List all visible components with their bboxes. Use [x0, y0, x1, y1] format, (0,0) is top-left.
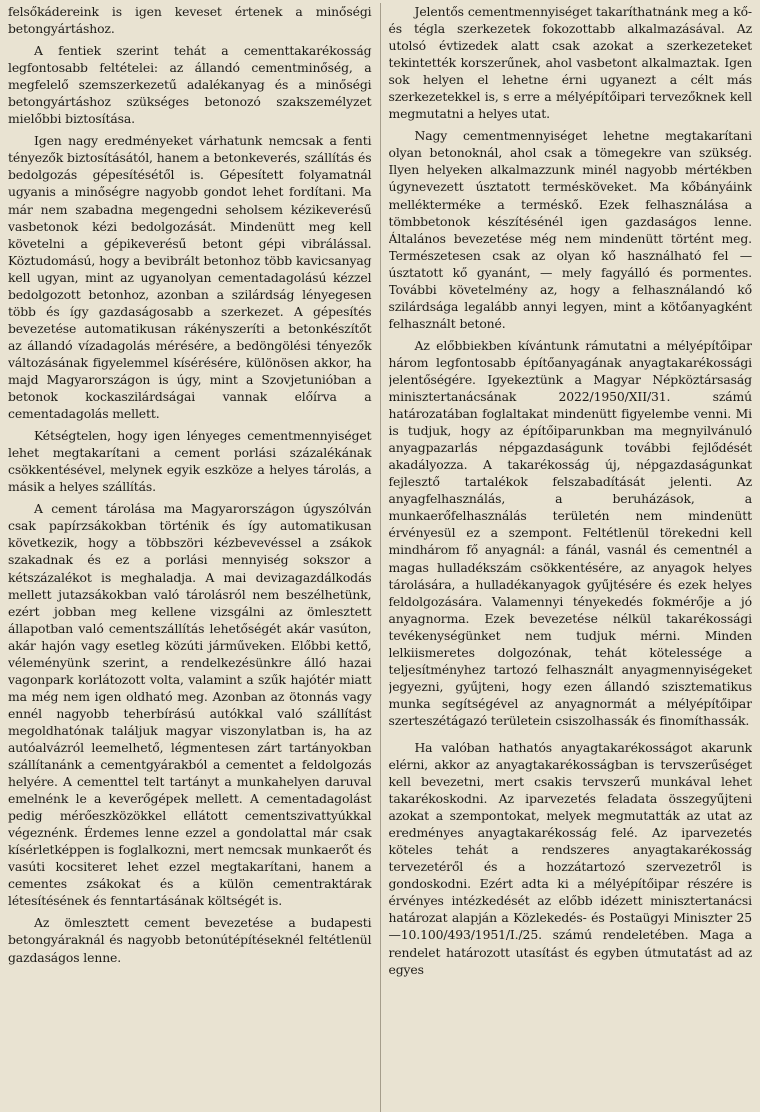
paragraph: Kétségtelen, hogy igen lényeges cementmennyiséget lehet megtakarítani a cement porlási százalékának csökkentésével, melynek egyik eszköze a helyes tárolás, a másik a helyes szállítás. [8, 428, 372, 495]
paragraph: Jelentős cementmennyiséget takaríthatnánk meg a kő- és tégla szerkezetek fokozottabb alkalmazásával. Az utolsó évtizedek alatt csak azokat a szerkezeteket tekintették korszerűnek, ahol vasbetont alkalmaztak. Igen sok helyen el lehetne érni ugyanezt a célt más szerkezetekkel is, s erre a mélyépítőipari tervezőknek kell megmutatni a helyes utat. [388, 4, 752, 122]
text-columns [8, 3, 752, 1112]
paragraph: A fentiek szerint tehát a cementtakarékosság legfontosabb feltételei: az állandó cementminőség, a megfelelő szemszerkezetű adalékanyag és a minőségi betongyártáshoz szükséges betonozó szakszemélyzet mielőbbi biztosítása. [8, 43, 372, 127]
paragraph: Igen nagy eredményeket várhatunk nemcsak a fenti tényezők biztosításától, hanem a betonkeverés, szállítás és bedolgozás gépesítésétől is. Gépesített folyamatnál ugyanis a minőségre nagyobb gondot lehet fordítani. Ma már nem szabadna megengedni seholsem kézikeverésű vasbetonok kézi bedolgozását. Mindenütt meg kell követelni a gépikeverésű betont gépi vibrálással. Köztudomású, hogy a bevibrált betonhoz több kavicsanyag kell ugyan, mint az ugyanolyan cementadagolású kézzel bedolgozott betonhoz, azonban a szilárdság lényegesen több és így gazdaságosabb a szerkezet. A gépesítés bevezetése automatikusan rákényszeríti a betonkészítőt az állandó vízadagolás mérésére, a bedöngölési tényezők változásának figyelemmel kísérésére, különösen akkor, ha majd Magyarországon is úgy, mint a Szovjetunióban a betonok kockaszilárdságai vannak előírva a cementadagolás mellett. [8, 133, 372, 422]
paragraph: felsőkádereink is igen keveset értenek a minőségi betongyártáshoz. [8, 4, 372, 37]
paragraph: Ha valóban hathatós anyagtakarékosságot akarunk elérni, akkor az anyagtakarékosságban is tervszerűséget kell bevezetni, mert csakis tervszerű munkával lehet takarékoskodni. Az iparvezetés feladata összegyűjteni azokat a szempontokat, melyek megmutatták az utat az eredményes anyagtakarékosság felé. Az iparvezetés köteles tehát a rendszeres anyagtakarékosság tervezetéről és a hozzátartozó szervezetről is gondoskodni. Ezért adta ki a mélyépítőipar részére is érvényes intézkedését az előbb idézett minisztertanácsi határozat alapján a Közlekedés- és Postaügyi Miniszter 25—10.100/493/1951/I./25. számú rendeletében. Maga a rendelet határozott utasítást és egyben útmutatást ad az egyes [388, 739, 752, 977]
paragraph: A cement tárolása ma Magyarországon úgyszólván csak papírzsákokban történik és így automatikusan következik, hogy a többszöri kézbevevéssel a zsákok szakadnak és ez a porlási mennyiség sokszor a kétszázalékot is meghaladja. A mai devizagazdálkodás mellett jutazsákokban való tárolásról nem beszélhetünk, ezért jobban meg kellene vizsgálni az ömlesztett állapotban való cementszállítás lehetőségét akár vasúton, akár hajón vagy esetleg közúti járműveken. Előbbi kettő, véleményünk szerint, a rendelkezésünkre álló hazai vagonpark korlátozott volta, valamint a szűk hajótér miatt ma még nem igen oldható meg. Azonban az ötonnás vagy ennél nagyobb teherbírású autókkal való szállítást megoldhatónak találjuk magyar viszonylatban is, ha az autóalvázról leemelhető, légmentesen zárt tartányokban szállítanánk a cementgyárakból a cementet a feldolgozás helyére. A cementtel telt tartányt a munkahelyen daruval emelnénk le a keverőgépek mellett. A cementadagolást pedig mérőeszközökkel ellátott cementszivattyúkkal végeznénk. Érdemes lenne ezzel a gondolattal már csak kísérletképpen is foglalkozni, mert nemcsak munkaerőt és vasúti kocsiteret lehet ezzel megtakarítani, hanem a cementes zsákokat és a külön cementraktárak létesítésének és fenntartásának költségét is. [8, 501, 372, 909]
paragraph: Nagy cementmennyiséget lehetne megtakarítani olyan betonoknál, ahol csak a tömegekre van szükség. Ilyen helyeken alkalmazzunk minél nagyobb mértékben úgynevezett úsztatott termésköveket. Ma kőbányáink melléktermékе a terméskő. Ezek felhasználása a tömbbetonok készítésénél igen gazdaságos lenne. Általános bevezetése még nem mindenütt történt meg. Természetesen csak az olyan kő használható fel — úsztatott kő gyanánt, — mely fagyálló és pormentes. További követelmény az, hogy a felhasználandó kő szilárdsága legalább annyi legyen, mint a kötőanyagként felhasznált betoné. [388, 128, 752, 331]
paragraph: Az ömlesztett cement bevezetése a budapesti betongyáraknál és nagyobb betonútépítéseknél feltétlenül gazdaságos lenne. [8, 915, 372, 965]
column-divider [380, 3, 381, 1112]
right-column [389, 3, 753, 1112]
left-column [8, 3, 372, 1112]
paragraph: Az előbbiekben kívántunk rámutatni a mélyépítőipar három legfontosabb építőanyagának anyagtakarékossági jelentőségére. Igyekeztünk a Magyar Népköztársaság minisztertanácsának 2022/1950/XII/31. számú határozatában foglaltakat mindenütt figyelembe venni. Mi is tudjuk, hogy az építőiparunkban ma megnyilvánuló anyagpazarlás népgazdaságunk további fejlődését akadályozza. A takarékosság új, népgazdaságunkat fejlesztő tartalékok felszabadítását jelenti. Az anyagfelhasználás, a beruházások, a munkaerőfelhasználás területén nem mindenütt érvényesül ez a szempont. Feltétlenül törekedni kell mindhárom fő anyagnál: a fánál, vasnál és cementnél a magas hulladékszám csökkentésére, az anyagok helyes tárolására, a hulladékanyagok gyűjtésére és ezek helyes feldolgozására. Valamennyi tényekedés fokmérője a jó anyagnorma. Ezek bevezetése nélkül takarékossági tevékenységünket nem tudjuk mérni. Minden lelkiismeretes dolgozónak, tehát kötelessége a teljesítményhez tartozó felhasznált anyagmennyiségeket jegyezni, gyűjteni, hogy ezen állandó szisztematikus munka segítségével az anyagnormát a mélyépítőipar szerteszétágazó területein csiszolhassák és finomíthassák. [388, 337, 752, 728]
